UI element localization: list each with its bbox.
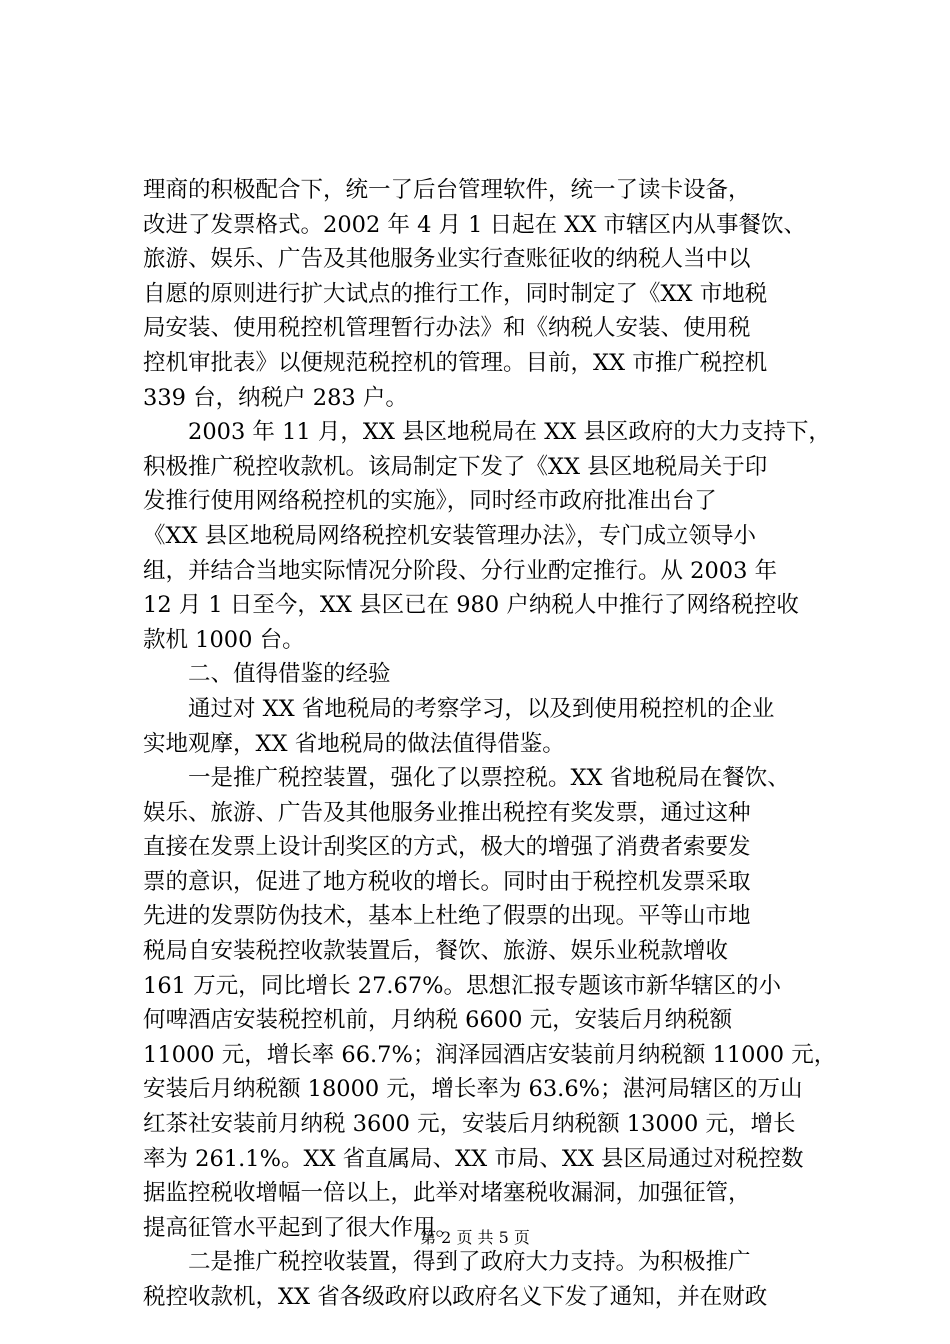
page-number-footer: 第 2 页 共 5 页: [420, 1228, 530, 1247]
text-line: 11000 元，增长率 66.7%；润泽园酒店安装前月纳税额 11000 元，: [143, 1041, 837, 1068]
text-line: 通过对 XX 省地税局的考察学习，以及到使用税控机的企业: [143, 695, 775, 722]
text-line: 2003 年 11 月，XX 县区地税局在 XX 县区政府的大力支持下，: [143, 419, 831, 446]
text-line: 局安装、使用税控机管理暂行办法》和《纳税人安装、使用税: [143, 315, 751, 342]
text-line: 控机审批表》以便规范税控机的管理。目前，XX 市推广税控机: [143, 349, 768, 376]
text-line: 二是推广税控收装置，得到了政府大力支持。为积极推广: [143, 1249, 751, 1276]
text-line: 直接在发票上设计刮奖区的方式，极大的增强了消费者索要发: [143, 834, 751, 861]
text-line: 票的意识，促进了地方税收的增长。同时由于税控机发票采取: [143, 868, 751, 895]
text-line: 实地观摩，XX 省地税局的做法值得借鉴。: [143, 730, 565, 757]
text-line: 自愿的原则进行扩大试点的推行工作，同时制定了《XX 市地税: [143, 280, 768, 307]
text-line: 339 台，纳税户 283 户。: [143, 384, 408, 411]
text-line: 率为 261.1%。XX 省直属局、XX 市局、XX 县区局通过对税控数: [143, 1145, 804, 1172]
text-line: 一是推广税控装置，强化了以票控税。XX 省地税局在餐饮、: [143, 765, 790, 792]
text-line: 积极推广税控收款机。该局制定下发了《XX 县区地税局关于印: [143, 453, 768, 480]
text-line: 税局自安装税控收款装置后，餐饮、旅游、娱乐业税款增收: [143, 938, 729, 965]
text-line: 税控收款机，XX 省各级政府以政府名义下发了通知，并在财政: [143, 1284, 768, 1310]
text-line: 娱乐、旅游、广告及其他服务业推出税控有奖发票，通过这种: [143, 799, 751, 826]
text-line: 提高征管水平起到了很大作用。: [143, 1214, 459, 1241]
text-line: 据监控税收增幅一倍以上，此举对堵塞税收漏洞，加强征管，: [143, 1180, 751, 1207]
text-line: 安装后月纳税额 18000 元，增长率为 63.6%；湛河局辖区的万山: [143, 1076, 803, 1103]
section-heading: 二、值得借鉴的经验: [143, 661, 391, 688]
text-line: 组，并结合当地实际情况分阶段、分行业酌定推行。从 2003 年: [143, 557, 778, 584]
text-line: 先进的发票防伪技术，基本上杜绝了假票的出现。平等山市地: [143, 903, 751, 930]
text-line: 改进了发票格式。2002 年 4 月 1 日起在 XX 市辖区内从事餐饮、: [143, 211, 806, 238]
text-line: 161 万元，同比增长 27.67%。思想汇报专题该市新华辖区的小: [143, 972, 782, 999]
text-line: 12 月 1 日至今，XX 县区已在 980 户纳税人中推行了网络税控收: [143, 592, 799, 619]
text-line: 理商的积极配合下，统一了后台管理软件，统一了读卡设备，: [143, 177, 751, 203]
text-line: 何啤酒店安装税控机前，月纳税 6600 元，安装后月纳税额: [143, 1007, 733, 1034]
text-line: 旅游、娱乐、广告及其他服务业实行查账征收的纳税人当中以: [143, 246, 751, 273]
text-line: 红茶社安装前月纳税 3600 元，安装后月纳税额 13000 元，增长: [143, 1111, 796, 1138]
text-line: 《XX 县区地税局网络税控机安装管理办法》，专门成立领导小: [143, 522, 756, 549]
text-line: 发推行使用网络税控机的实施》，同时经市政府批准出台了: [143, 488, 717, 515]
body-text: [143, 173, 837, 1315]
text-line: 款机 1000 台。: [143, 626, 305, 653]
